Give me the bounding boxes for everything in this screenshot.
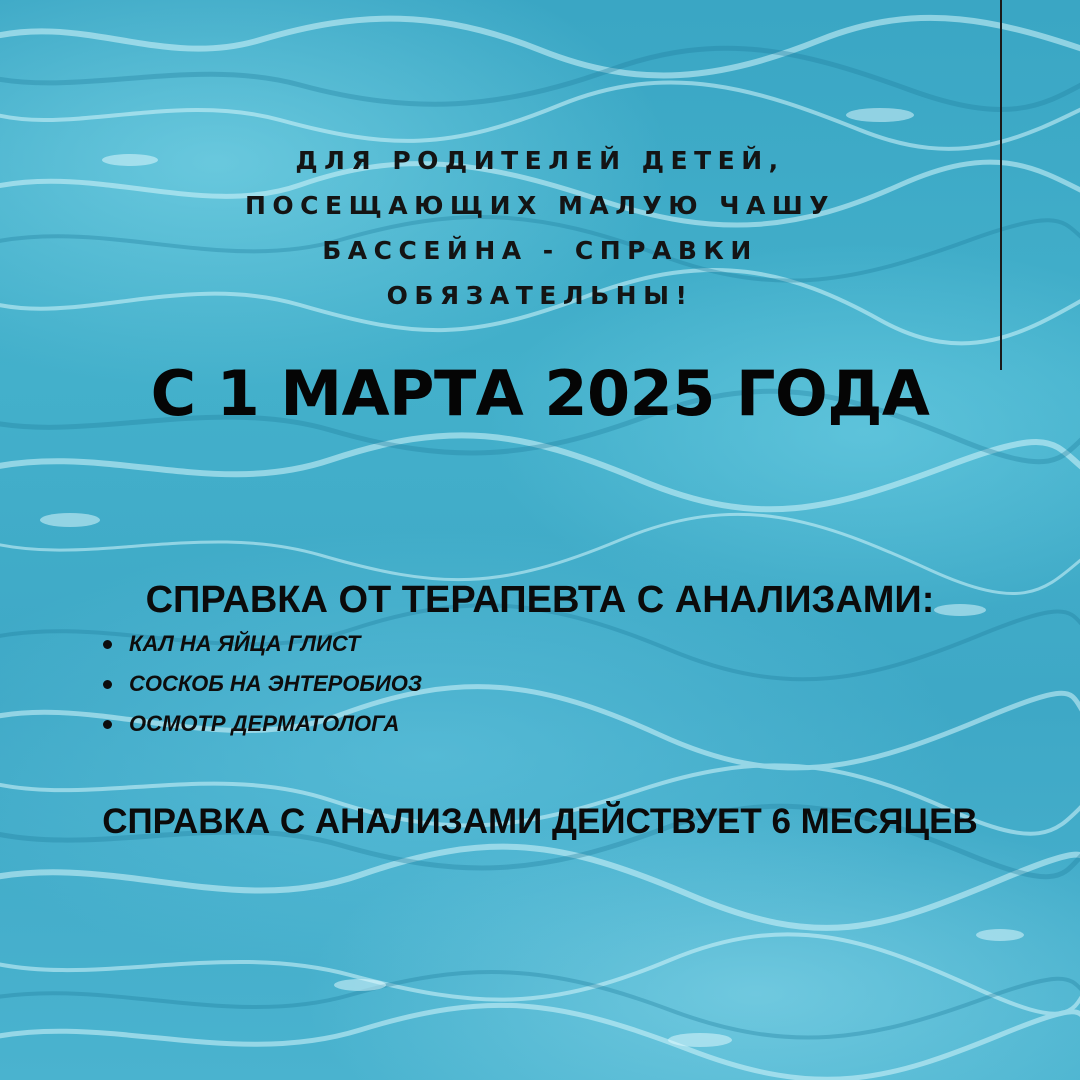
requirement-label: ОСМОТР ДЕРМАТОЛОГА <box>129 711 400 736</box>
date-heading: С 1 МАРТА 2025 ГОДА <box>150 357 930 430</box>
intro-line: ОБЯЗАТЕЛЬНЫ! <box>386 281 694 310</box>
intro-line: ДЛЯ РОДИТЕЛЕЙ ДЕТЕЙ, <box>295 146 785 175</box>
intro-line: БАССЕЙНА - СПРАВКИ <box>322 236 758 265</box>
bullet-icon <box>103 680 112 689</box>
intro-line: ПОСЕЩАЮЩИХ МАЛУЮ ЧАШУ <box>244 191 835 220</box>
validity-note: СПРАВКА С АНАЛИЗАМИ ДЕЙСТВУЕТ 6 МЕСЯЦЕВ <box>102 802 978 841</box>
requirement-item <box>100 704 620 744</box>
bullet-icon <box>103 640 112 649</box>
requirement-item <box>100 664 620 704</box>
vertical-divider <box>1000 0 1002 370</box>
requirements-heading: СПРАВКА ОТ ТЕРАПЕВТА С АНАЛИЗАМИ: <box>145 579 935 621</box>
bullet-icon <box>103 720 112 729</box>
requirement-label: СОСКОБ НА ЭНТЕРОБИОЗ <box>129 671 423 696</box>
requirement-item <box>100 624 620 664</box>
requirements-list <box>100 624 620 744</box>
requirement-label: КАЛ НА ЯЙЦА ГЛИСТ <box>129 631 361 656</box>
intro-text <box>180 138 900 318</box>
